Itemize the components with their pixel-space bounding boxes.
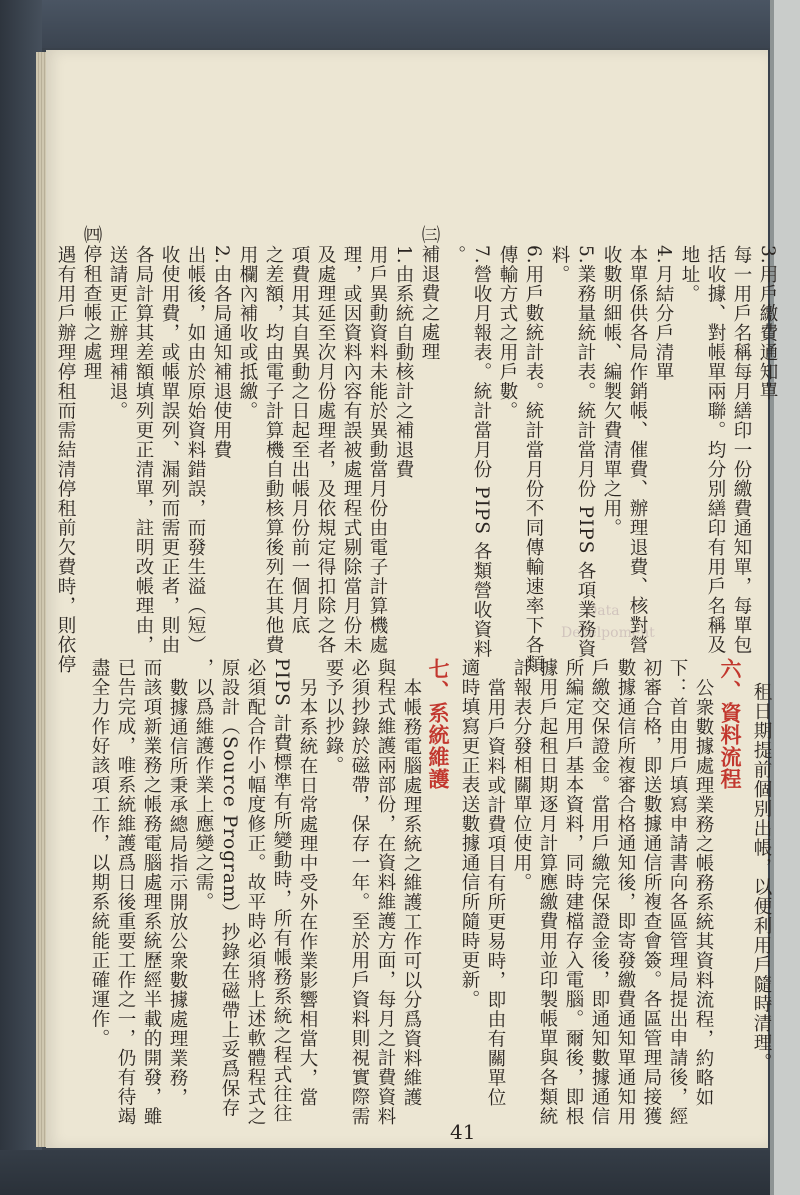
- document-page: [46, 50, 778, 1148]
- paragraph-line: 每一用戶名稱每月繕印一份繳費通知單，每單包: [731, 245, 752, 655]
- paragraph-line: 原設計（Source Program）抄錄在磁帶上妥爲保存: [219, 658, 240, 1118]
- list-item-heading: 4.月結分戶清單: [653, 245, 674, 382]
- paragraph-line: 傳輸方式之用戶數。: [497, 245, 518, 421]
- paragraph-line: 下：首由用戶填寫申請書向各區管理局提出申請後，經: [667, 658, 688, 1126]
- paragraph-line: 理，或因資料內容有誤被處理程式剔除當月份未: [341, 245, 362, 655]
- paragraph-line: 租日期提前個別出帳，以便利用戶隨時清理。: [751, 682, 772, 1072]
- paragraph-line: 用欄內補收或抵繳。: [237, 245, 258, 421]
- paragraph-line: 戶繳交保證金。當用戶繳完保證金後，即通知數據通信: [589, 658, 610, 1126]
- paragraph-line: 適時填寫更正表送數據通信所隨時更新。: [459, 658, 480, 1009]
- paragraph-line: PIPS 計費標準有所變動時，所有帳務系統之程式往往: [271, 658, 292, 1124]
- paragraph-line: 地址。: [679, 245, 700, 304]
- paragraph-line: 公衆數據處理業務之帳務系統其資料流程，約略如: [693, 678, 714, 1107]
- paragraph-line: 括收據、對帳單兩聯。均分別繕印有用戶名稱及: [705, 245, 726, 655]
- paragraph-line: ，以爲維護作業上應變之需。: [193, 658, 214, 912]
- paragraph-line: 數據通信所秉承總局指示開放公衆數據處理業務，: [167, 678, 188, 1107]
- paragraph-line: 初審合格，即送數據通信所複查會簽。各區管理局接獲: [641, 658, 662, 1126]
- paragraph-line: 必須配合作小幅度修正。故平時必須將上述軟體程式之: [245, 658, 266, 1126]
- paragraph-line: 本單係供各局作銷帳、催費、辦理退費、核對營: [627, 245, 648, 655]
- paragraph-line: 當用戶資料或計費項目有所更易時，即由有關單位: [485, 678, 506, 1107]
- paragraph-line: 。: [445, 245, 466, 265]
- paragraph-line: 計報表分發相關單位使用。: [511, 658, 532, 892]
- paragraph-line: 送請更正辦理補退。: [107, 245, 128, 421]
- section-heading: ㈣停租查帳之處理: [81, 225, 102, 381]
- paragraph-line: 另本系統在日常處理中受外在作業影響相當大，當: [297, 678, 318, 1107]
- section-heading: 六、資料流程: [718, 658, 743, 790]
- paragraph-line: 及處理延至次月份處理者，及依規定得扣除之各: [315, 245, 336, 655]
- list-item-heading: 6.用戶數統計表。統計當月份不同傳輸速率下各類: [523, 245, 544, 675]
- paragraph-line: 與程式維護兩部份，在資料維護方面，每月之計費資料: [375, 658, 396, 1126]
- list-item-heading: 7.營收月報表。統計當月份 PIPS 各類營收資料: [471, 245, 492, 659]
- paragraph-line: 據用戶起租日期逐月計算應繳費用並印製帳單與各類統: [537, 658, 558, 1126]
- list-item-heading: 2.由各局通知補退使用費: [211, 245, 232, 460]
- section-heading: 七、系統維護: [426, 658, 451, 790]
- paragraph-line: 之差額，均由電子計算機自動核算後列在其他費: [263, 245, 284, 655]
- paragraph-line: 項費用其自異動之日起至出帳月份前一個月底: [289, 245, 310, 635]
- paragraph-line: 所編定用戶基本資料，同時建檔存入電腦。爾後，即根: [563, 658, 584, 1126]
- paragraph-line: 必須抄錄於磁帶，保存一年。至於用戶資料則視實際需: [349, 658, 370, 1126]
- paragraph-line: 用戶異動資料未能於異動當月份由電子計算機處: [367, 245, 388, 655]
- list-item-heading: 3.用戶繳費通知單: [757, 245, 778, 402]
- list-item-heading: 1.由系統自動核計之補退費: [393, 245, 414, 480]
- paragraph-line: 本帳務電腦處理系統之維護工作可以分爲資料維護: [401, 678, 422, 1107]
- bleed-through-text: Data: [586, 603, 620, 619]
- list-item-heading: 5.業務量統計表。統計當月份 PIPS 各項業務資: [575, 245, 596, 659]
- paragraph-line: 遇有用戶辦理停租而需結清停租前欠費時，則依停: [55, 245, 76, 674]
- adjacent-page-strip: [770, 0, 800, 1195]
- paragraph-line: 要予以抄錄。: [323, 658, 344, 775]
- page-number: 41: [450, 1120, 476, 1144]
- book-cover-top: [0, 0, 800, 48]
- paragraph-line: 料。: [549, 245, 570, 284]
- book-cover-bottom: [0, 1150, 800, 1195]
- paragraph-line: 各局計算其差額填列更正清單，註明改帳理由，: [133, 245, 154, 655]
- paragraph-line: 已告完成，唯系統維護爲日後重要工作之一，仍有待竭: [115, 658, 136, 1126]
- paragraph-line: 數據通信所複審合格通知後，即寄發繳費通知單通知用: [615, 658, 636, 1126]
- paragraph-line: 收數明細帳、編製欠費清單之用。: [601, 245, 622, 538]
- paragraph-line: 而該項新業務之帳務電腦處理系統歷經半載的開發，雖: [141, 658, 162, 1126]
- bleed-through-text: Develpoment: [561, 625, 655, 641]
- paragraph-line: 出帳後，如由於原始資料錯誤，而發生溢（短）: [185, 245, 206, 655]
- paragraph-line: 收使用費，或帳單誤列、漏列而需更正者，則由: [159, 245, 180, 655]
- section-heading: ㈢補退費之處理: [419, 225, 440, 362]
- paragraph-line: 盡全力作好該項工作，以期系統能正確運作。: [89, 658, 110, 1048]
